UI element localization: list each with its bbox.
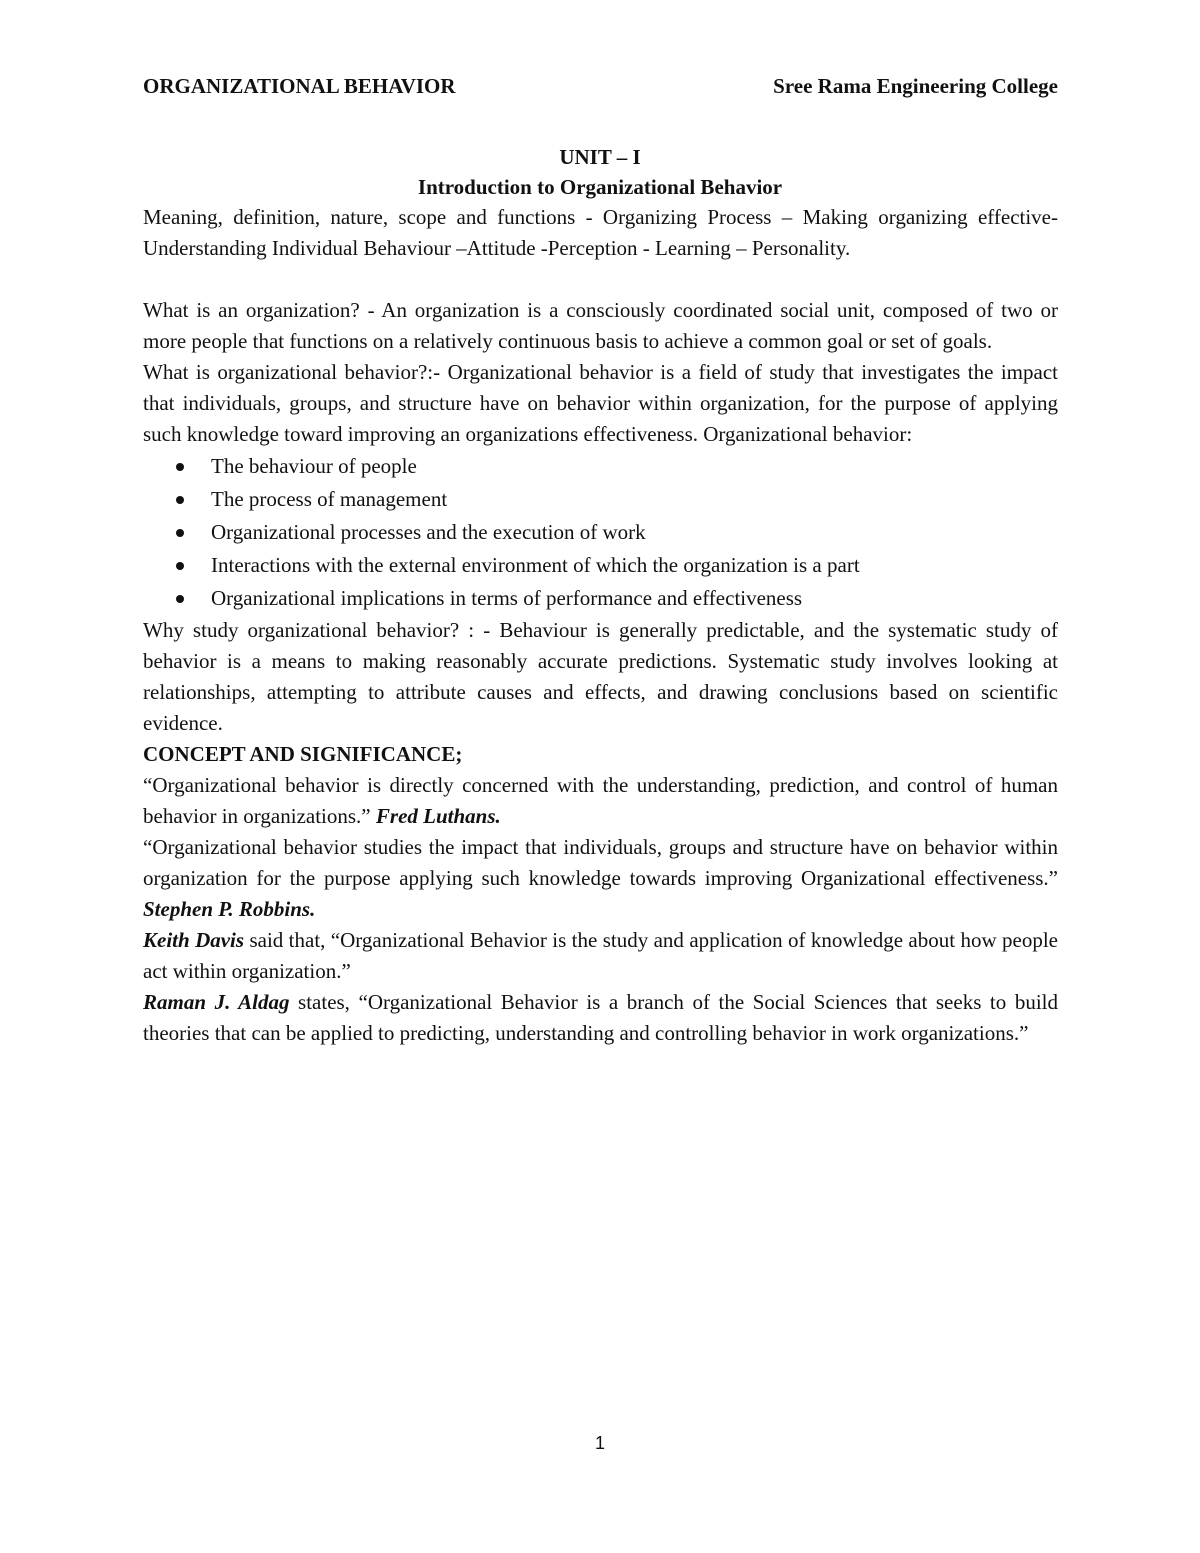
bullet-icon xyxy=(176,529,184,537)
list-item-text: Organizational implications in terms of performance and effectiveness xyxy=(211,586,803,610)
list-item-text: The behaviour of people xyxy=(211,454,417,478)
concept-heading: CONCEPT AND SIGNIFICANCE; xyxy=(143,742,463,766)
list-item xyxy=(143,582,1058,615)
quote-author: Stephen P. Robbins. xyxy=(143,897,316,921)
bullet-icon xyxy=(176,595,184,603)
list-item-text: The process of management xyxy=(211,487,448,511)
luthans-quote xyxy=(143,770,1058,832)
quote-text: “Organizational behavior studies the impact that individuals, groups and structure have on behavior within organization for the purpose applying such knowledge towards improving Organizational effectiveness.” xyxy=(143,835,1058,890)
unit-title: UNIT – I xyxy=(559,145,641,169)
organization-definition: What is an organization? - An organization is a consciously coordinated social unit, composed of two or more people that functions on a relatively continuous basis to achieve a common goal or set of goals. xyxy=(143,298,1058,353)
why-study-paragraph: Why study organizational behavior? : - Behaviour is generally predictable, and the systematic study of behavior is a means to making reasonably accurate predictions. Systematic study involves looking at relationships, attempting to attribute causes and effects, and drawing conclusions based on scientific evidence. xyxy=(143,618,1058,735)
robbins-quote xyxy=(143,832,1058,925)
list-item xyxy=(143,549,1058,582)
quote-text: said that, “Organizational Behavior is the study and application of knowledge about how people act within organization.” xyxy=(143,928,1058,983)
ob-definition: What is organizational behavior?:- Organizational behavior is a field of study that investigates the impact that individuals, groups, and structure have on behavior within organization, for the purpose of applying such knowledge toward improving an organizations effectiveness. Organizational behavior: xyxy=(143,360,1058,446)
list-item xyxy=(143,483,1058,516)
list-item xyxy=(143,516,1058,549)
ob-bullet-list xyxy=(143,450,1058,615)
list-item-text: Interactions with the external environment of which the organization is a part xyxy=(211,553,860,577)
bullet-icon xyxy=(176,463,184,471)
intro-paragraph: Meaning, definition, nature, scope and functions - Organizing Process – Making organizing effective-Understanding Individual Behaviour –Attitude -Perception - Learning – Personality. xyxy=(143,205,1058,260)
document-body xyxy=(143,202,1058,1049)
aldag-quote xyxy=(143,987,1058,1049)
bullet-icon xyxy=(176,562,184,570)
quote-author: Fred Luthans. xyxy=(375,804,501,828)
list-item-text: Organizational processes and the execution of work xyxy=(211,520,646,544)
header-college-name: Sree Rama Engineering College xyxy=(773,73,1058,98)
paragraph-spacer xyxy=(143,264,1058,295)
quote-author: Keith Davis xyxy=(143,928,245,952)
list-item xyxy=(143,450,1058,483)
unit-subtitle: Introduction to Organizational Behavior xyxy=(417,175,783,199)
page-header xyxy=(143,70,1058,102)
quote-text: “Organizational behavior is directly concerned with the understanding, prediction, and control of human behavior in organizations.” xyxy=(143,773,1058,828)
quote-author: Raman J. Aldag xyxy=(143,990,290,1014)
davis-quote xyxy=(143,925,1058,987)
bullet-icon xyxy=(176,496,184,504)
quote-text: states, “Organizational Behavior is a branch of the Social Sciences that seeks to build theories that can be applied to predicting, understanding and controlling behavior in work organizations.” xyxy=(143,990,1058,1045)
header-course-title: ORGANIZATIONAL BEHAVIOR xyxy=(143,73,456,98)
page-number: 1 xyxy=(594,1433,605,1453)
